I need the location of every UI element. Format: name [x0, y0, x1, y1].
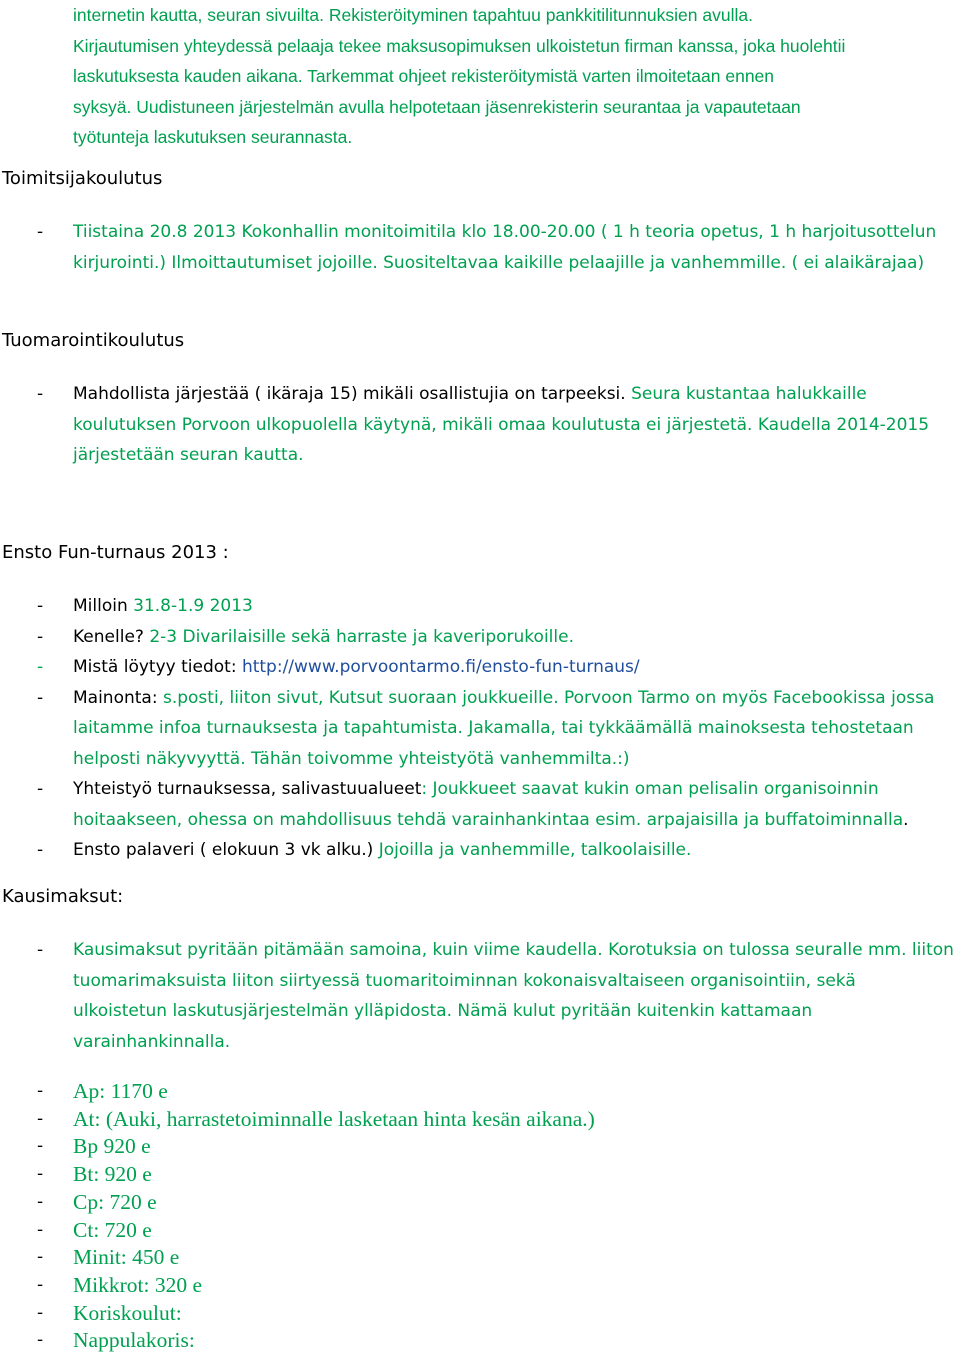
- fee-text: At: (Auki, harrastetoiminnalle lasketaan hinta kesän aikana.): [73, 1106, 595, 1131]
- bullet-dash: -: [37, 657, 44, 677]
- fee-item: [0, 1244, 595, 1272]
- fee-text: Ap: 1170 e: [73, 1079, 168, 1103]
- fee-item: [0, 1189, 595, 1217]
- list-item: [0, 622, 955, 653]
- list-item: [0, 935, 955, 1057]
- intro-paragraph: [73, 0, 958, 153]
- ensto-list: [0, 591, 955, 866]
- bullet-dash: -: [37, 1164, 44, 1185]
- kenelle-value: 2-3 Divarilaisille sekä harraste ja kaveriporukoille.: [149, 626, 574, 647]
- ensto-heading: Ensto Fun-turnaus 2013 :: [2, 542, 229, 563]
- bullet-dash: -: [37, 1330, 44, 1351]
- intro-line: Kirjautumisen yhteydessä pelaaja tekee maksusopimuksen ulkoistetun firman kanssa, joka huolehtii: [73, 35, 846, 56]
- tuomari-text: Mahdollista järjestää ( ikäraja 15) mikäli osallistujia on tarpeeksi.: [73, 384, 626, 404]
- bullet-dash: -: [37, 779, 44, 799]
- kausi-text: Kausimaksut pyritään pitämään samoina, kuin viime kaudella. Korotuksia on tulossa seuralle mm. liiton tuomarimaksuista liiton siirtyessä tuomaritoiminnan kokonaisvaltaiseen organisointiin, sekä ulkoistetun laskutusjärjestelmän ylläpidosta. Nämä kulut pyritään kuitenkin kattamaan varainhankinnalla.: [73, 940, 954, 1052]
- toimitsija-heading: Toimitsijakoulutus: [2, 168, 163, 189]
- toimitsija-text: Tiistaina 20.8 2013 Kokonhallin monitoimitila klo 18.00-20.00 ( 1 h teoria opetus, 1 h harjoitusottelun kirjurointi.) Ilmoittautumiset jojoille. Suositeltavaa kaikille pelaajille ja vanhemmille. ( ei alaikärajaa): [73, 222, 937, 273]
- bullet-dash: -: [37, 222, 44, 242]
- list-item: [0, 217, 955, 278]
- fee-text: Bp 920 e: [73, 1134, 151, 1159]
- bullet-dash: -: [37, 940, 44, 960]
- fee-text: Nappulakoris:: [73, 1328, 195, 1353]
- fee-item: [0, 1161, 595, 1189]
- intro-line: työtunteja laskutuksen seurannasta.: [73, 127, 353, 147]
- fee-item: [0, 1133, 595, 1161]
- list-item: [0, 683, 955, 775]
- tuomari-text-green: Seura kustantaa halukkaille koulutuksen Porvoon ulkopuolella käytynä, mikäli omaa koulutusta ei järjestetä. Kaudella 2014-2015 järjestetään seuran kautta.: [73, 384, 930, 465]
- bullet-dash: -: [37, 626, 44, 647]
- fee-item: [0, 1300, 595, 1328]
- list-item: [0, 835, 955, 866]
- bullet-dash: -: [37, 1219, 44, 1240]
- list-item: [0, 379, 955, 471]
- fee-list: [0, 1078, 595, 1355]
- fee-text: Minit: 450 e: [73, 1245, 180, 1270]
- fee-text: Mikkrot: 320 e: [73, 1272, 202, 1297]
- fee-item: [0, 1106, 595, 1134]
- bullet-dash: -: [37, 596, 44, 616]
- fee-item: [0, 1078, 595, 1106]
- intro-line: syksyä. Uudistuneen järjestelmän avulla helpotetaan jäsenrekisterin seurantaa ja vapautetaan: [73, 96, 801, 117]
- bullet-dash: -: [37, 840, 44, 860]
- bullet-dash: -: [37, 1247, 44, 1268]
- intro-line: internetin kautta, seuran sivuilta. Rekisteröityminen tapahtuu pankkitilitunnuksien avulla.: [73, 5, 753, 25]
- fee-text: Cp: 720 e: [73, 1189, 157, 1214]
- mainonta-label: Mainonta:: [73, 687, 163, 708]
- palaveri-label: Ensto palaveri ( elokuun 3 vk alku.): [73, 840, 379, 860]
- bullet-dash: -: [37, 1302, 44, 1323]
- kausi-list: [0, 935, 955, 1057]
- milloin-value: 31.8-1.9 2013: [133, 596, 253, 616]
- yhteistyo-end: .: [903, 809, 909, 830]
- bullet-dash: -: [37, 1136, 44, 1157]
- fee-text: Koriskoulut:: [73, 1300, 182, 1325]
- fee-item: [0, 1327, 595, 1355]
- list-item: [0, 652, 955, 683]
- bullet-dash: -: [37, 1081, 44, 1101]
- fee-item: [0, 1217, 595, 1245]
- kausi-heading: Kausimaksut:: [2, 886, 124, 907]
- bullet-dash: -: [37, 1191, 44, 1212]
- bullet-dash: -: [37, 1274, 44, 1295]
- bullet-dash: -: [37, 384, 44, 404]
- kenelle-label: Kenelle?: [73, 626, 150, 647]
- fee-text: Ct: 720 e: [73, 1217, 152, 1242]
- list-item: [0, 774, 955, 835]
- fee-text: Bt: 920 e: [73, 1162, 152, 1187]
- intro-line: laskutuksesta kauden aikana. Tarkemmat ohjeet rekisteröitymistä varten ilmoitetaan ennen: [73, 66, 775, 86]
- tuomari-list: [0, 379, 955, 471]
- tiedot-label: Mistä löytyy tiedot:: [73, 657, 242, 677]
- bullet-dash: -: [37, 1108, 44, 1129]
- list-item: [0, 591, 955, 622]
- milloin-label: Milloin: [73, 596, 134, 616]
- bullet-dash: -: [37, 687, 44, 708]
- yhteistyo-value: : Joukkueet saavat kukin oman pelisalin organisoinnin hoitaakseen, ohessa on mahdollisuus tehdä varainhankintaa esim. arpajaisilla ja buffatoiminnalla: [73, 779, 904, 830]
- fee-item: [0, 1272, 595, 1300]
- mainonta-value: s.posti, liiton sivut, Kutsut suoraan joukkueille. Porvoon Tarmo on myös Facebookissa jossa laitamme infoa turnauksesta ja tapahtumista. Jakamalla, tai tykkäämällä mainoksesta tehostetaan helposti näkyvyyttä. Tähän toivomme yhteistyötä vanhemmilta.:): [73, 687, 935, 769]
- toimitsija-list: [0, 217, 955, 278]
- palaveri-value: Jojoilla ja vanhemmille, talkoolaisille.: [378, 840, 692, 860]
- yhteistyo-label: Yhteistyö turnauksessa, salivastuualueet: [73, 779, 422, 799]
- tiedot-link[interactable]: http://www.porvoontarmo.fi/ensto-fun-turnaus/: [241, 657, 640, 677]
- tuomari-heading: Tuomarointikoulutus: [2, 330, 185, 351]
